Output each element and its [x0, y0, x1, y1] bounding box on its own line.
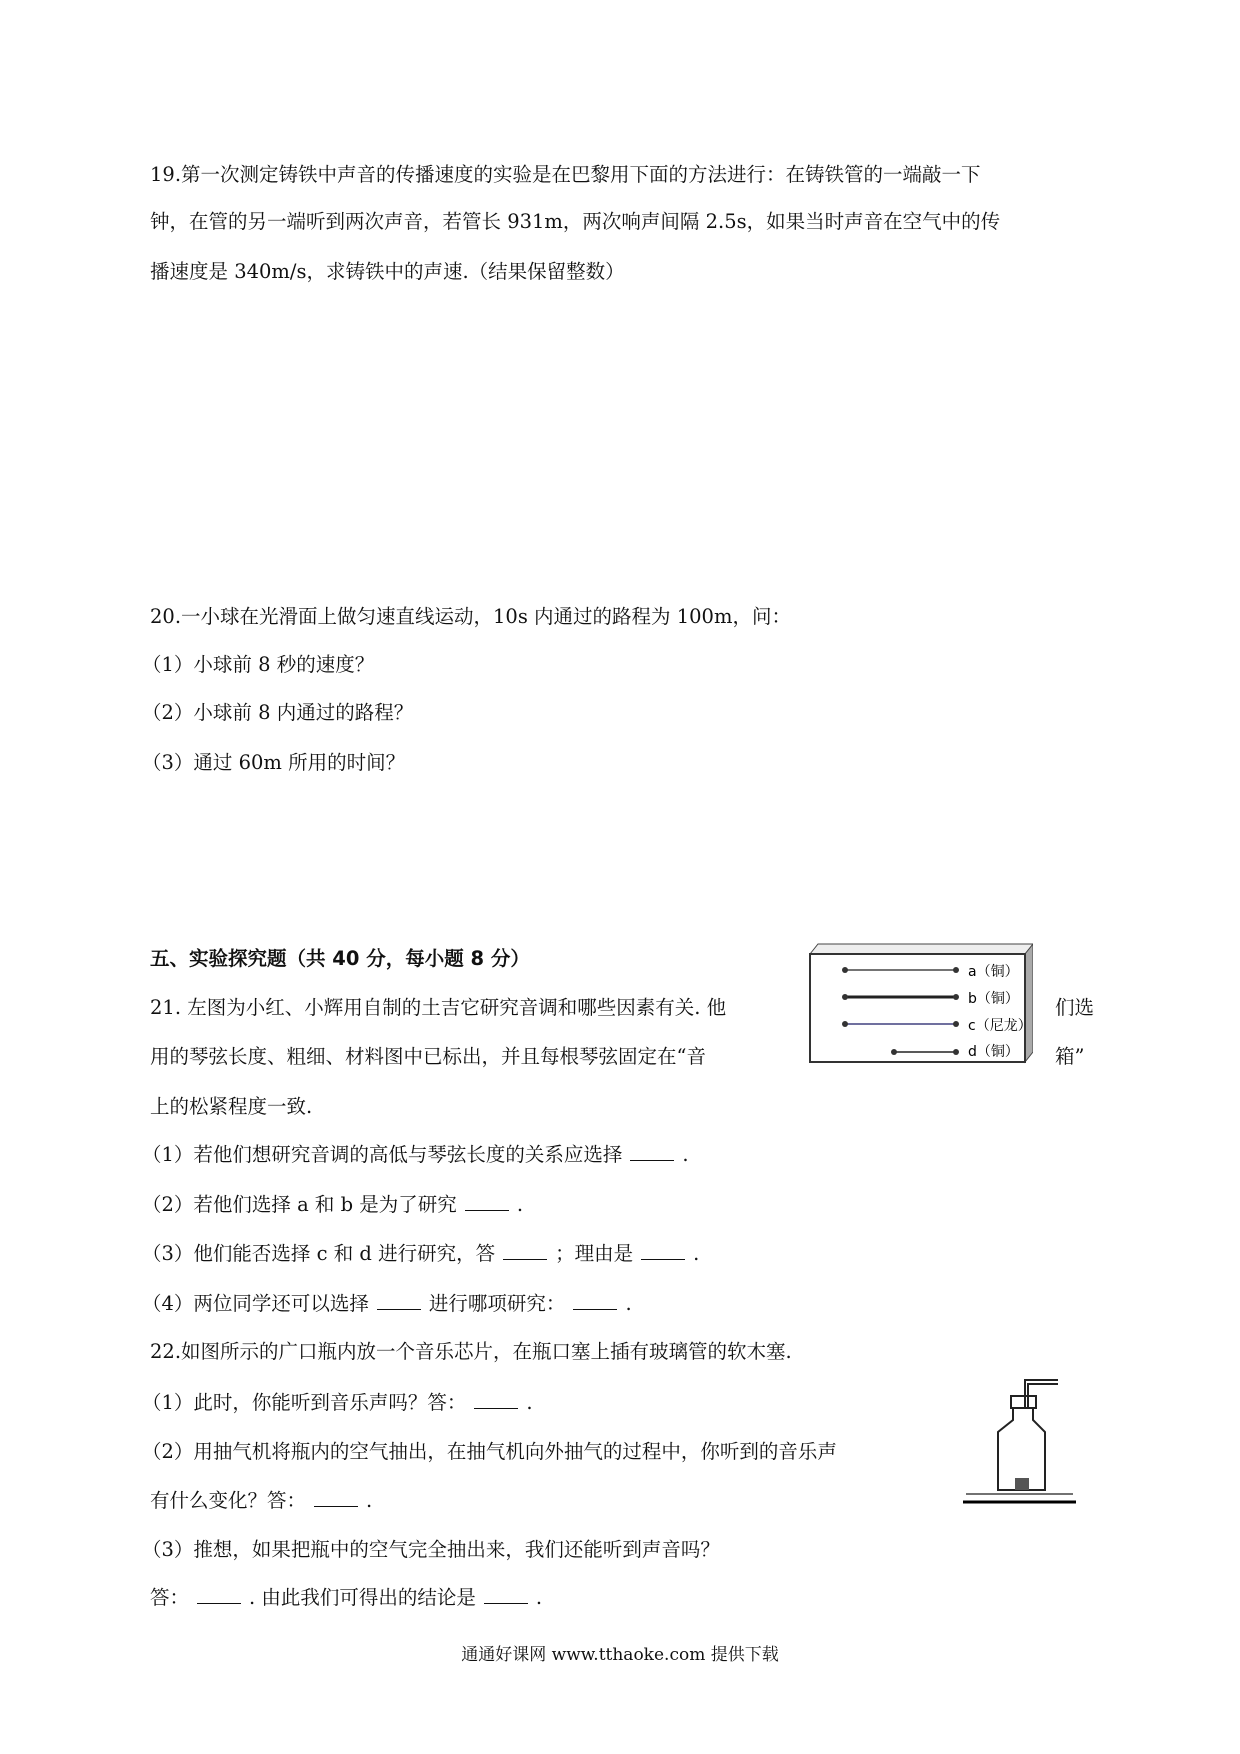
q19-line: 播速度是 340m/s，求铸铁中的声速.（结果保留整数） — [150, 260, 625, 283]
guitar-strings-figure — [808, 942, 1033, 1067]
q20-part: （3）通过 60m 所用的时间？ — [142, 751, 406, 774]
q21-line: 21. 左图为小红、小辉用自制的土吉它研究音调和哪些因素有关. 他 — [150, 996, 727, 1019]
text: . — [366, 1489, 373, 1512]
answer-blank[interactable] — [503, 1243, 547, 1260]
text: （1）若他们想研究音调的高低与琴弦长度的关系应选择 — [142, 1143, 623, 1166]
answer-blank[interactable] — [573, 1293, 617, 1310]
q20-part: （1）小球前 8 秒的速度？ — [142, 653, 375, 676]
string-label: b（铜） — [968, 991, 1019, 1007]
text: . 由此我们可得出的结论是 — [249, 1586, 476, 1609]
answer-blank[interactable] — [641, 1243, 685, 1260]
text: . — [682, 1143, 689, 1166]
q20-stem: 20.一小球在光滑面上做匀速直线运动，10s 内通过的路程为 100m，问： — [150, 605, 791, 628]
q19-line: 19.第一次测定铸铁中声音的传播速度的实验是在巴黎用下面的方法进行：在铸铁管的一端敲一下 — [150, 163, 981, 186]
q21-part3 — [142, 1241, 699, 1267]
string-label: a（铜） — [968, 964, 1019, 980]
text: 进行哪项研究： — [428, 1292, 566, 1315]
text: （1）此时，你能听到音乐声吗？答： — [142, 1391, 467, 1414]
q21-line: 箱” — [1055, 1045, 1085, 1068]
text: . — [693, 1242, 700, 1265]
footer: 通通好课网 www.tthaoke.com 提供下载 — [461, 1645, 779, 1665]
q22-part3: （3）推想，如果把瓶中的空气完全抽出来，我们还能听到声音吗？ — [142, 1538, 720, 1561]
answer-blank[interactable] — [197, 1587, 241, 1604]
q21-line: 用的琴弦长度、粗细、材料图中已标出，并且每根琴弦固定在“音 — [150, 1045, 706, 1068]
q22-part1 — [142, 1390, 533, 1416]
answer-blank[interactable] — [465, 1194, 509, 1211]
text: . — [625, 1292, 632, 1315]
text: 答： — [150, 1586, 190, 1609]
string-label: c（尼龙） — [968, 1018, 1032, 1034]
q22-answer — [150, 1585, 542, 1611]
answer-blank[interactable] — [474, 1392, 518, 1409]
section-title: 五、实验探究题（共 40 分，每小题 8 分） — [150, 947, 530, 970]
answer-blank[interactable] — [377, 1293, 421, 1310]
answer-blank[interactable] — [630, 1144, 674, 1161]
string-label: d（铜） — [968, 1044, 1019, 1060]
q21-part1 — [142, 1142, 689, 1168]
text: （3）他们能否选择 c 和 d 进行研究，答 — [142, 1242, 496, 1265]
text: ；理由是 — [555, 1242, 634, 1265]
text: 有什么变化？答： — [150, 1489, 307, 1512]
text: （4）两位同学还可以选择 — [142, 1292, 369, 1315]
q21-line: 上的松紧程度一致. — [150, 1095, 313, 1118]
answer-blank[interactable] — [484, 1587, 528, 1604]
answer-blank[interactable] — [314, 1490, 358, 1507]
text: . — [516, 1193, 524, 1216]
q22-stem: 22.如图所示的广口瓶内放一个音乐芯片，在瓶口塞上插有玻璃管的软木塞. — [150, 1340, 792, 1363]
q19-line: 钟，在管的另一端听到两次声音，若管长 931m，两次响声间隔 2.5s，如果当时声音在空气中的传 — [150, 210, 1001, 233]
q22-part2: （2）用抽气机将瓶内的空气抽出，在抽气机向外抽气的过程中，你听到的音乐声 — [142, 1440, 837, 1463]
q22-part2-cont — [150, 1488, 372, 1514]
q20-part: （2）小球前 8 内通过的路程？ — [142, 701, 414, 724]
text: （2）若他们选择 a 和 b 是为了研究 — [142, 1193, 457, 1216]
bottle-figure — [948, 1370, 1078, 1510]
q21-line: 们选 — [1055, 996, 1095, 1019]
q21-part2 — [142, 1192, 523, 1218]
text: . — [535, 1586, 543, 1609]
text: . — [526, 1391, 533, 1414]
q21-part4 — [142, 1291, 632, 1317]
